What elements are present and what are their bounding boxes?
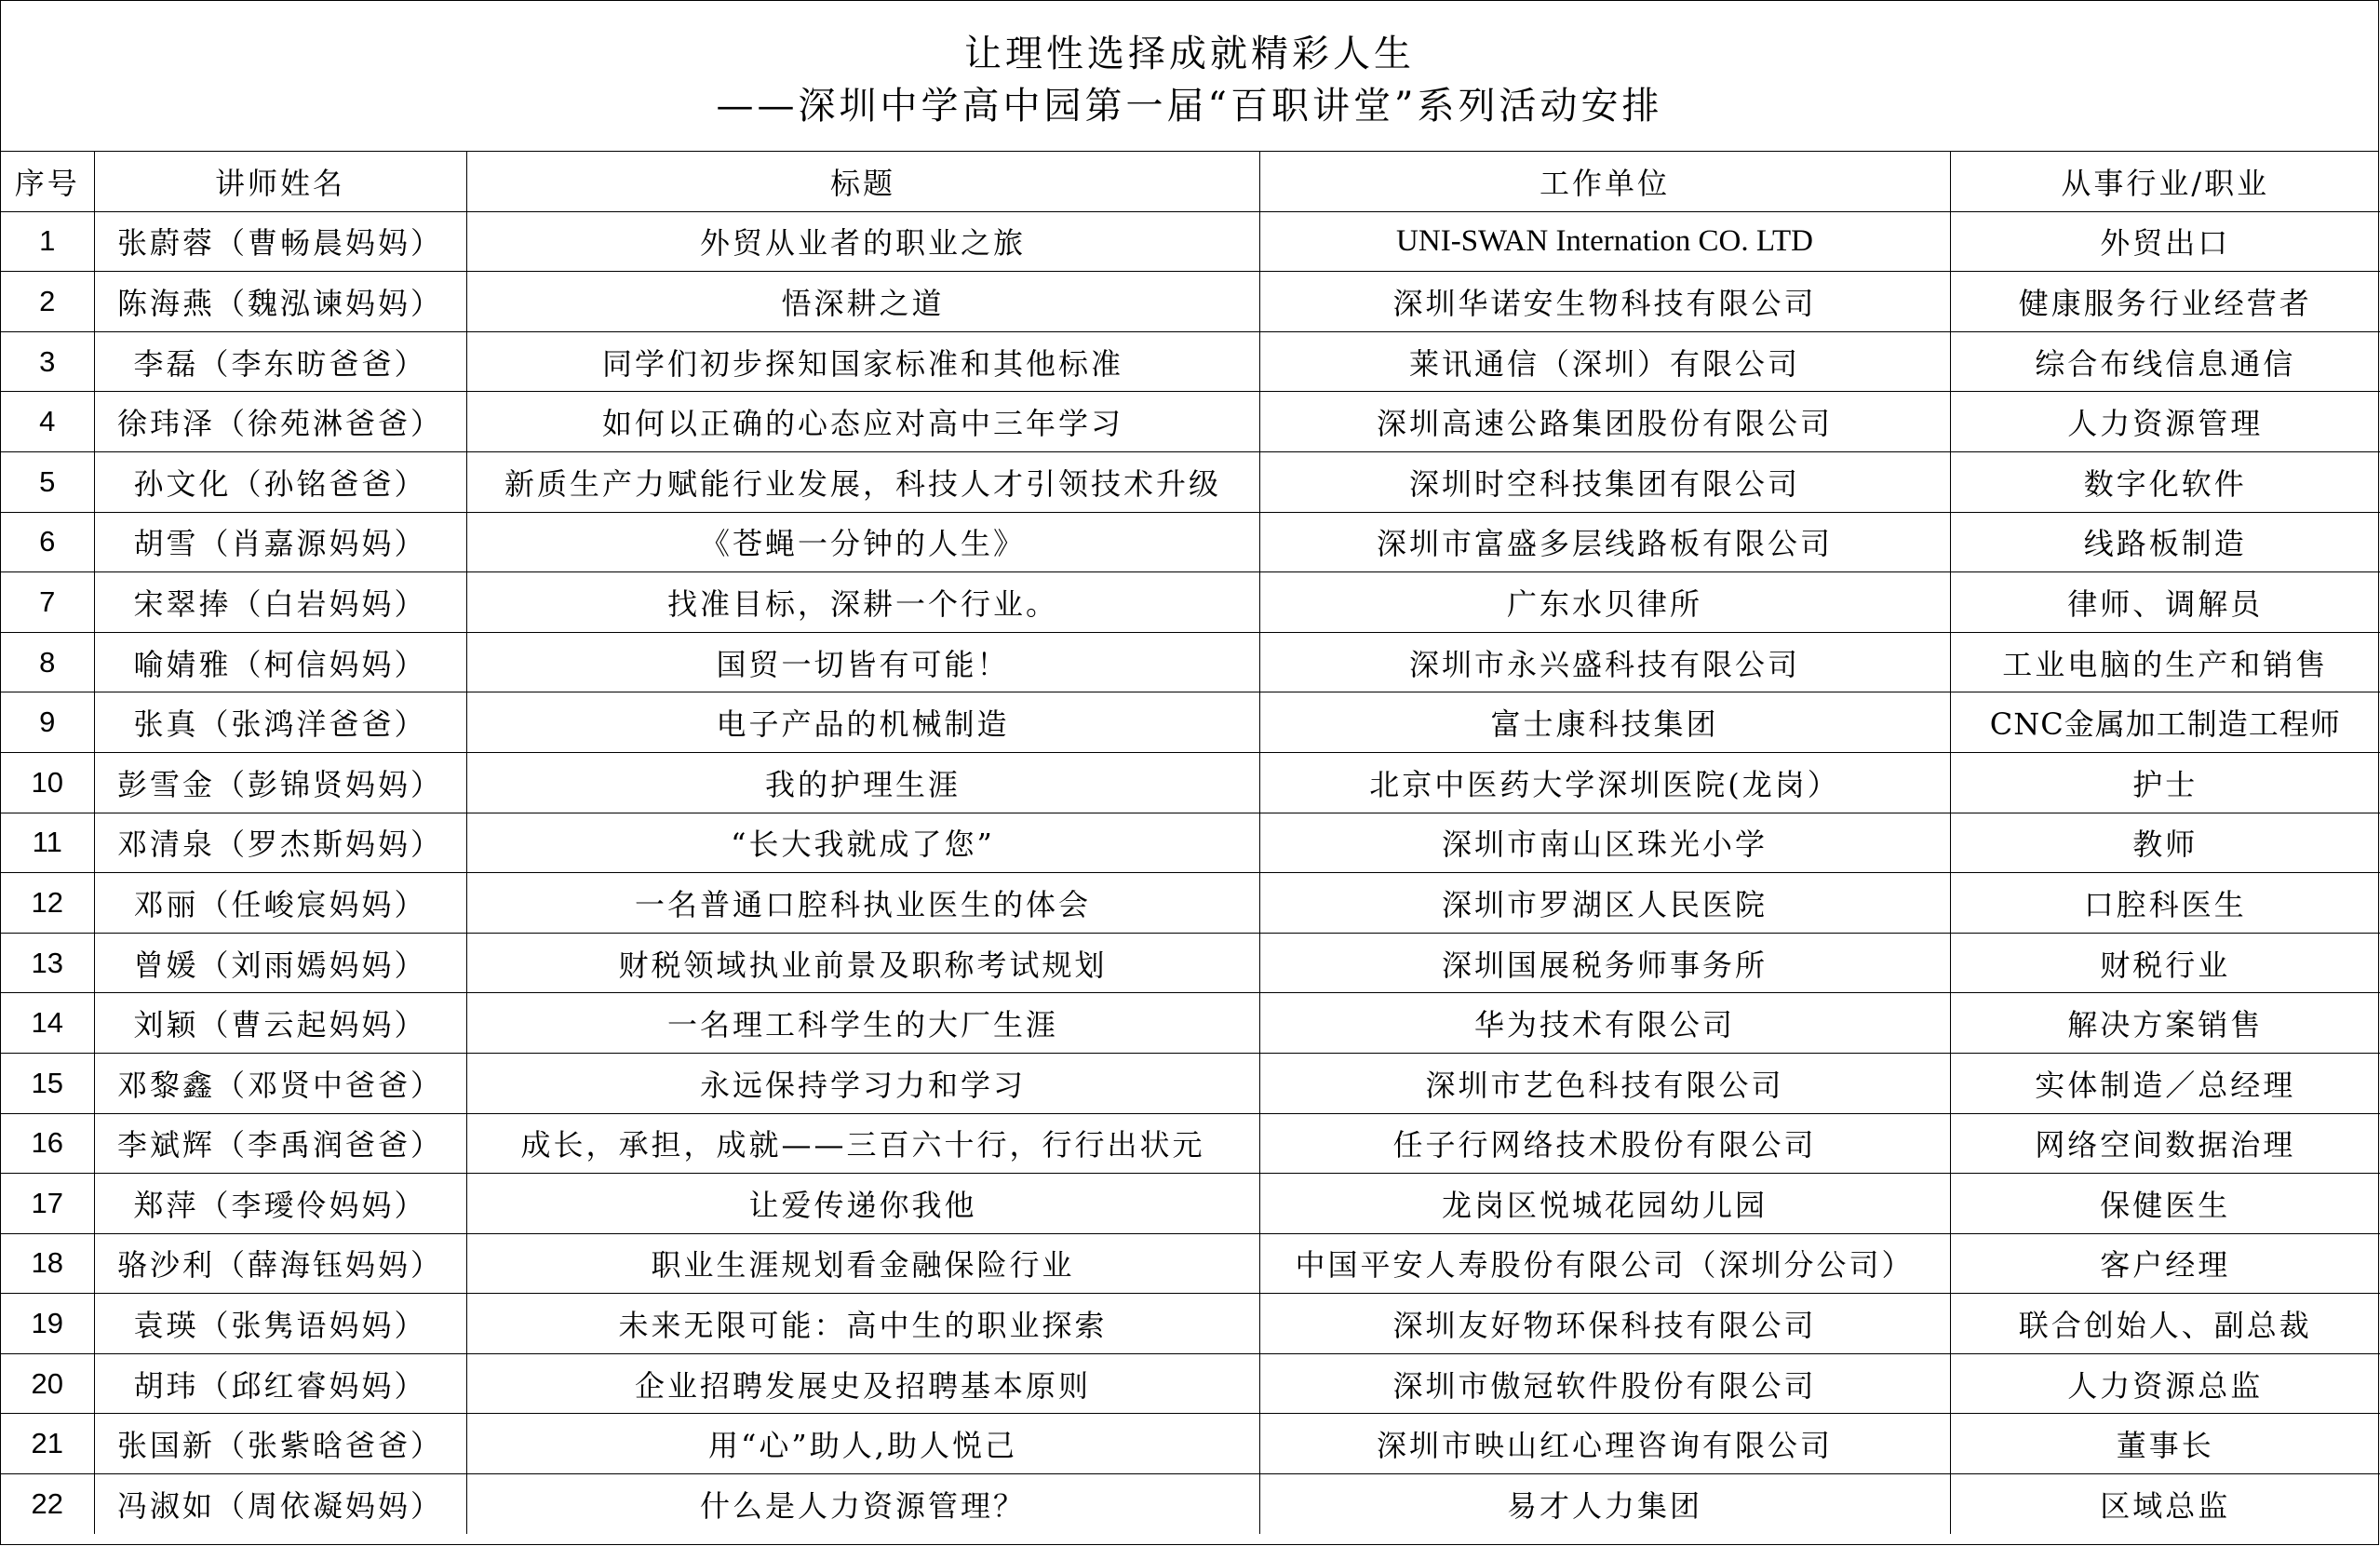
cell-talk-title: 悟深耕之道 xyxy=(466,272,1259,332)
cell-talk-title: 成长，承担，成就——三百六十行，行行出状元 xyxy=(466,1113,1259,1174)
cell-talk-title: 什么是人力资源管理？ xyxy=(466,1474,1259,1534)
cell-talk-title: 国贸一切皆有可能！ xyxy=(466,632,1259,692)
cell-industry: 董事长 xyxy=(1950,1414,2380,1474)
cell-industry: 健康服务行业经营者 xyxy=(1950,272,2380,332)
cell-industry: 人力资源总监 xyxy=(1950,1353,2380,1414)
cell-industry: 区域总监 xyxy=(1950,1474,2380,1534)
table-row xyxy=(1,1294,2380,1354)
cell-organization: 易才人力集团 xyxy=(1259,1474,1950,1534)
cell-organization: 深圳时空科技集团有限公司 xyxy=(1259,451,1950,512)
cell-lecturer-name: 张真（张鸿洋爸爸） xyxy=(94,692,466,753)
header-cell-name: 讲师姓名 xyxy=(94,152,466,211)
cell-lecturer-name: 胡雪（肖嘉源妈妈） xyxy=(94,512,466,572)
document-subtitle: ——深圳中学高中园第一届“百职讲堂”系列活动安排 xyxy=(716,84,1663,128)
cell-lecturer-name: 邓丽（任峻宸妈妈） xyxy=(94,873,466,934)
cell-talk-title: 电子产品的机械制造 xyxy=(466,692,1259,753)
cell-no: 8 xyxy=(1,632,94,692)
cell-no: 5 xyxy=(1,451,94,512)
cell-industry: 人力资源管理 xyxy=(1950,392,2380,452)
cell-organization: 中国平安人寿股份有限公司（深圳分公司） xyxy=(1259,1233,1950,1294)
cell-organization: 深圳市南山区珠光小学 xyxy=(1259,813,1950,873)
cell-lecturer-name: 胡玮（邱红睿妈妈） xyxy=(94,1353,466,1414)
cell-lecturer-name: 刘颖（曹云起妈妈） xyxy=(94,993,466,1054)
cell-no: 6 xyxy=(1,512,94,572)
cell-lecturer-name: 骆沙利（薛海钰妈妈） xyxy=(94,1233,466,1294)
cell-talk-title: 让爱传递你我他 xyxy=(466,1174,1259,1234)
cell-industry: 解决方案销售 xyxy=(1950,993,2380,1054)
cell-no: 10 xyxy=(1,752,94,813)
cell-talk-title: 我的护理生涯 xyxy=(466,752,1259,813)
cell-lecturer-name: 彭雪金（彭锦贤妈妈） xyxy=(94,752,466,813)
table-row xyxy=(1,933,2380,993)
cell-lecturer-name: 宋翠捧（白岩妈妈） xyxy=(94,572,466,633)
title-block xyxy=(1,1,2378,152)
cell-no: 21 xyxy=(1,1414,94,1474)
cell-lecturer-name: 冯淑如（周依凝妈妈） xyxy=(94,1474,466,1534)
table-row xyxy=(1,1053,2380,1113)
table-row xyxy=(1,392,2380,452)
cell-lecturer-name: 孙文化（孙铭爸爸） xyxy=(94,451,466,512)
cell-no: 4 xyxy=(1,392,94,452)
cell-industry: 联合创始人、副总裁 xyxy=(1950,1294,2380,1354)
cell-no: 20 xyxy=(1,1353,94,1414)
cell-organization: 华为技术有限公司 xyxy=(1259,993,1950,1054)
cell-no: 15 xyxy=(1,1053,94,1113)
cell-talk-title: 未来无限可能：高中生的职业探索 xyxy=(466,1294,1259,1354)
cell-no: 7 xyxy=(1,572,94,633)
table-row xyxy=(1,1414,2380,1474)
cell-organization: 北京中医药大学深圳医院(龙岗） xyxy=(1259,752,1950,813)
cell-industry: CNC金属加工制造工程师 xyxy=(1950,692,2380,753)
cell-talk-title: 《苍蝇一分钟的人生》 xyxy=(466,512,1259,572)
cell-no: 11 xyxy=(1,813,94,873)
cell-lecturer-name: 邓黎鑫（邓贤中爸爸） xyxy=(94,1053,466,1113)
table-row xyxy=(1,211,2380,272)
table-row xyxy=(1,813,2380,873)
table-body xyxy=(1,211,2380,1534)
schedule-table xyxy=(1,152,2380,1534)
cell-organization: 深圳华诺安生物科技有限公司 xyxy=(1259,272,1950,332)
table-row xyxy=(1,873,2380,934)
cell-lecturer-name: 郑萍（李璦伶妈妈） xyxy=(94,1174,466,1234)
cell-talk-title: 外贸从业者的职业之旅 xyxy=(466,211,1259,272)
cell-lecturer-name: 袁瑛（张隽语妈妈） xyxy=(94,1294,466,1354)
cell-industry: 综合布线信息通信 xyxy=(1950,331,2380,392)
cell-organization: 深圳友好物环保科技有限公司 xyxy=(1259,1294,1950,1354)
cell-talk-title: 永远保持学习力和学习 xyxy=(466,1053,1259,1113)
header-cell-industry: 从事行业/职业 xyxy=(1950,152,2380,211)
cell-industry: 保健医生 xyxy=(1950,1174,2380,1234)
cell-no: 12 xyxy=(1,873,94,934)
table-row xyxy=(1,993,2380,1054)
cell-organization: 富士康科技集团 xyxy=(1259,692,1950,753)
cell-organization: 深圳市艺色科技有限公司 xyxy=(1259,1053,1950,1113)
cell-talk-title: “长大我就成了您” xyxy=(466,813,1259,873)
table-row xyxy=(1,632,2380,692)
cell-lecturer-name: 喻婧雅（柯信妈妈） xyxy=(94,632,466,692)
table-row xyxy=(1,692,2380,753)
cell-talk-title: 用“心”助人,助人悦己 xyxy=(466,1414,1259,1474)
cell-lecturer-name: 邓清泉（罗杰斯妈妈） xyxy=(94,813,466,873)
cell-no: 3 xyxy=(1,331,94,392)
cell-no: 16 xyxy=(1,1113,94,1174)
cell-no: 13 xyxy=(1,933,94,993)
header-row xyxy=(1,152,2380,211)
cell-lecturer-name: 张蔚蓉（曹畅晨妈妈） xyxy=(94,211,466,272)
table-row xyxy=(1,752,2380,813)
cell-talk-title: 一名普通口腔科执业医生的体会 xyxy=(466,873,1259,934)
cell-organization: 深圳市富盛多层线路板有限公司 xyxy=(1259,512,1950,572)
header-cell-title: 标题 xyxy=(466,152,1259,211)
cell-organization: UNI-SWAN Internation CO. LTD xyxy=(1259,211,1950,272)
cell-no: 14 xyxy=(1,993,94,1054)
cell-industry: 线路板制造 xyxy=(1950,512,2380,572)
cell-no: 22 xyxy=(1,1474,94,1534)
cell-industry: 财税行业 xyxy=(1950,933,2380,993)
cell-organization: 任子行网络技术股份有限公司 xyxy=(1259,1113,1950,1174)
table-row xyxy=(1,1474,2380,1534)
cell-no: 18 xyxy=(1,1233,94,1294)
table-row xyxy=(1,331,2380,392)
cell-no: 2 xyxy=(1,272,94,332)
table-row xyxy=(1,512,2380,572)
cell-talk-title: 找准目标，深耕一个行业。 xyxy=(466,572,1259,633)
cell-lecturer-name: 曾媛（刘雨嫣妈妈） xyxy=(94,933,466,993)
cell-industry: 护士 xyxy=(1950,752,2380,813)
cell-industry: 外贸出口 xyxy=(1950,211,2380,272)
cell-industry: 客户经理 xyxy=(1950,1233,2380,1294)
cell-talk-title: 职业生涯规划看金融保险行业 xyxy=(466,1233,1259,1294)
cell-industry: 数字化软件 xyxy=(1950,451,2380,512)
cell-organization: 莱讯通信（深圳）有限公司 xyxy=(1259,331,1950,392)
cell-talk-title: 新质生产力赋能行业发展，科技人才引领技术升级 xyxy=(466,451,1259,512)
cell-talk-title: 同学们初步探知国家标准和其他标准 xyxy=(466,331,1259,392)
cell-lecturer-name: 李斌辉（李禹润爸爸） xyxy=(94,1113,466,1174)
cell-no: 17 xyxy=(1,1174,94,1234)
table-row xyxy=(1,1174,2380,1234)
table-row xyxy=(1,1353,2380,1414)
cell-organization: 深圳市映山红心理咨询有限公司 xyxy=(1259,1414,1950,1474)
table-row xyxy=(1,272,2380,332)
cell-organization: 深圳市傲冠软件股份有限公司 xyxy=(1259,1353,1950,1414)
cell-no: 19 xyxy=(1,1294,94,1354)
header-cell-no: 序号 xyxy=(1,152,94,211)
cell-industry: 实体制造／总经理 xyxy=(1950,1053,2380,1113)
table-row xyxy=(1,451,2380,512)
cell-talk-title: 企业招聘发展史及招聘基本原则 xyxy=(466,1353,1259,1414)
cell-industry: 口腔科医生 xyxy=(1950,873,2380,934)
cell-lecturer-name: 李磊（李东昉爸爸） xyxy=(94,331,466,392)
cell-organization: 深圳市永兴盛科技有限公司 xyxy=(1259,632,1950,692)
cell-no: 9 xyxy=(1,692,94,753)
cell-talk-title: 财税领域执业前景及职称考试规划 xyxy=(466,933,1259,993)
cell-industry: 工业电脑的生产和销售 xyxy=(1950,632,2380,692)
cell-industry: 网络空间数据治理 xyxy=(1950,1113,2380,1174)
table-row xyxy=(1,1113,2380,1174)
cell-lecturer-name: 张国新（张紫晗爸爸） xyxy=(94,1414,466,1474)
cell-talk-title: 一名理工科学生的大厂生涯 xyxy=(466,993,1259,1054)
cell-organization: 深圳市罗湖区人民医院 xyxy=(1259,873,1950,934)
table-row xyxy=(1,572,2380,633)
cell-talk-title: 如何以正确的心态应对高中三年学习 xyxy=(466,392,1259,452)
cell-organization: 深圳高速公路集团股份有限公司 xyxy=(1259,392,1950,452)
document-title: 让理性选择成就精彩人生 xyxy=(964,32,1415,75)
cell-organization: 深圳国展税务师事务所 xyxy=(1259,933,1950,993)
cell-no: 1 xyxy=(1,211,94,272)
cell-organization: 龙岗区悦城花园幼儿园 xyxy=(1259,1174,1950,1234)
cell-industry: 律师、调解员 xyxy=(1950,572,2380,633)
cell-lecturer-name: 陈海燕（魏泓谏妈妈） xyxy=(94,272,466,332)
cell-organization: 广东水贝律所 xyxy=(1259,572,1950,633)
table-row xyxy=(1,1233,2380,1294)
cell-lecturer-name: 徐玮泽（徐苑淋爸爸） xyxy=(94,392,466,452)
cell-industry: 教师 xyxy=(1950,813,2380,873)
header-cell-org: 工作单位 xyxy=(1259,152,1950,211)
